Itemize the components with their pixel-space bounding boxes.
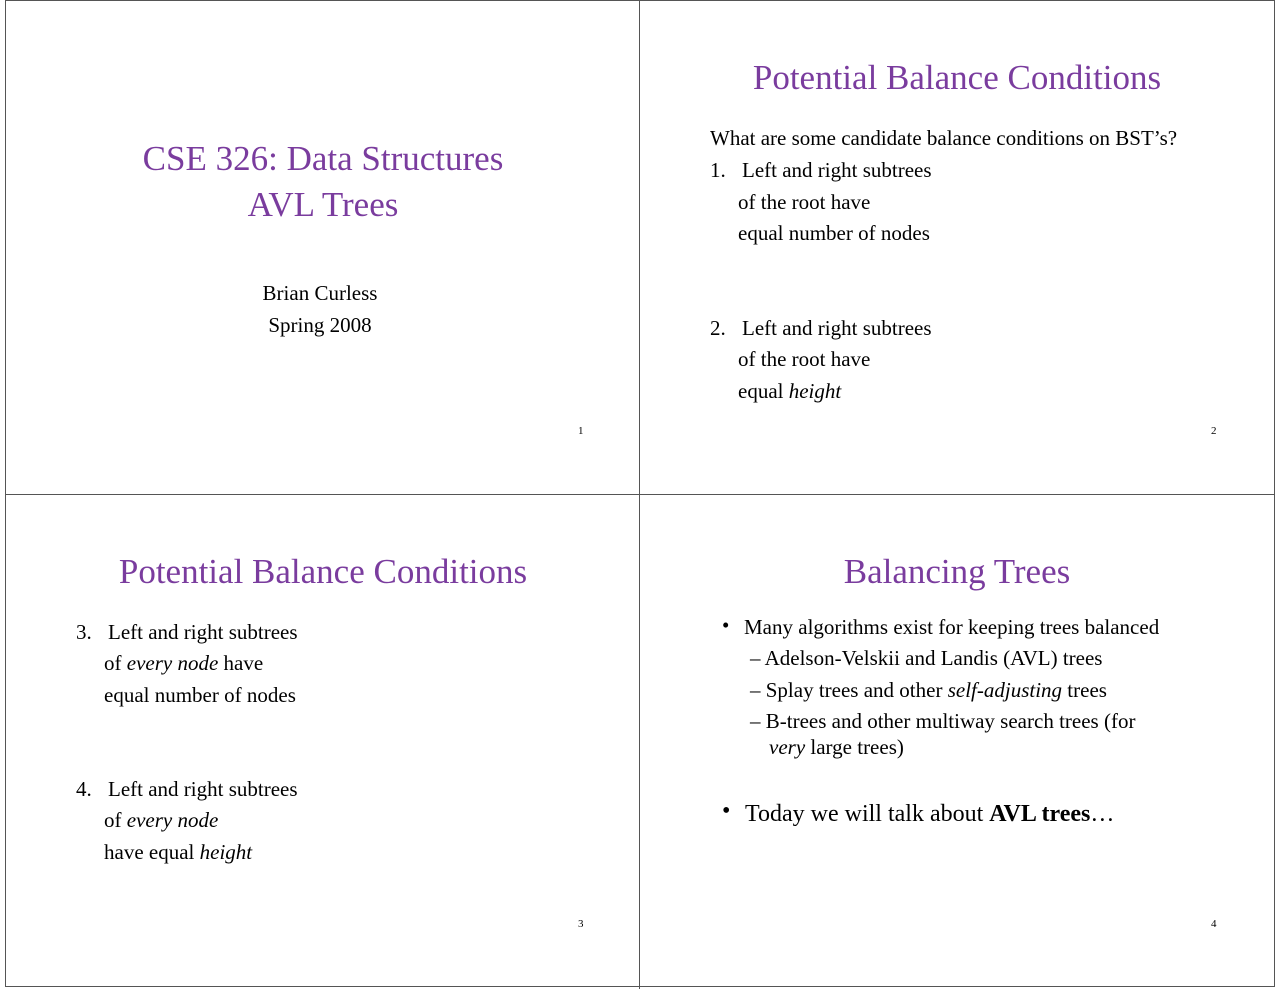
sub-bullet-2-emphasis: self-adjusting: [947, 678, 1063, 702]
item-4-line2: [104, 807, 218, 833]
slide-3: [6, 495, 640, 988]
bullet-2-bold: AVL trees: [989, 801, 1091, 827]
sub-bullet-2-prefix: – Splay trees and other: [750, 678, 948, 702]
question-text: What are some candidate balance conditions on BST’s?: [710, 126, 1178, 150]
item-4-line3-prefix: have equal: [104, 840, 200, 864]
item-3-line1: Left and right subtrees: [108, 620, 298, 644]
item-2-line3: [738, 378, 841, 404]
bullet-icon: •: [722, 613, 730, 637]
item-4-line2-emphasis: every node: [126, 808, 219, 832]
page-number: 2: [1211, 425, 1217, 437]
slide-2-title: Potential Balance Conditions: [752, 58, 1162, 97]
sub-bullet-3-emphasis: very: [769, 735, 806, 759]
item-2-line2: of the root have: [738, 347, 871, 371]
bullet-2-text: [745, 799, 1114, 829]
bullet-icon: •: [722, 798, 731, 824]
item-2-line1: Left and right subtrees: [742, 316, 932, 340]
item-2-line3-prefix: equal: [738, 379, 789, 403]
term: Spring 2008: [268, 313, 372, 337]
slide-1-title-line1: CSE 326: Data Structures: [142, 139, 504, 178]
sub-bullet-2: [750, 677, 1107, 703]
item-3-line2: [104, 650, 263, 676]
item-4-line3: [104, 839, 252, 865]
item-1-number: 1.: [710, 158, 726, 182]
item-4-line3-emphasis: height: [199, 840, 253, 864]
sub-bullet-1: – Adelson-Velskii and Landis (AVL) trees: [750, 646, 1103, 670]
item-4-line2-prefix: of: [104, 808, 127, 832]
author-name: Brian Curless: [262, 281, 378, 305]
item-4-number: 4.: [76, 777, 92, 801]
item-3-line3: equal number of nodes: [104, 683, 296, 707]
page-number: 3: [578, 918, 584, 930]
sub-bullet-3-line2: [769, 734, 904, 760]
sub-bullet-3-line1: – B-trees and other multiway search trees (for: [750, 709, 1136, 733]
slide-2: [640, 1, 1274, 494]
slide-4: [640, 495, 1274, 988]
slide-1-title-line2: AVL Trees: [247, 185, 399, 224]
item-3-line2-prefix: of: [104, 651, 127, 675]
page-number: 4: [1211, 918, 1217, 930]
item-2-line3-emphasis: height: [788, 379, 842, 403]
bullet-2-prefix: Today we will talk about: [745, 801, 990, 827]
slide-3-title: Potential Balance Conditions: [118, 552, 528, 591]
sub-bullet-2-suffix: trees: [1062, 678, 1107, 702]
bullet-1-text: Many algorithms exist for keeping trees balanced: [744, 615, 1160, 639]
item-2-number: 2.: [710, 316, 726, 340]
page-number: 1: [578, 425, 584, 437]
slide-1: [6, 1, 640, 494]
item-3-number: 3.: [76, 620, 92, 644]
item-1-line2: of the root have: [738, 190, 871, 214]
item-3-line2-suffix: have: [218, 651, 264, 675]
bullet-2-suffix: …: [1090, 801, 1115, 827]
item-4-line1: Left and right subtrees: [108, 777, 298, 801]
slide-4-title: Balancing Trees: [843, 552, 1071, 591]
sub-bullet-3-suffix: large trees): [805, 735, 904, 759]
item-1-line1: Left and right subtrees: [742, 158, 932, 182]
item-3-line2-emphasis: every node: [126, 651, 219, 675]
item-1-line3: equal number of nodes: [738, 221, 930, 245]
